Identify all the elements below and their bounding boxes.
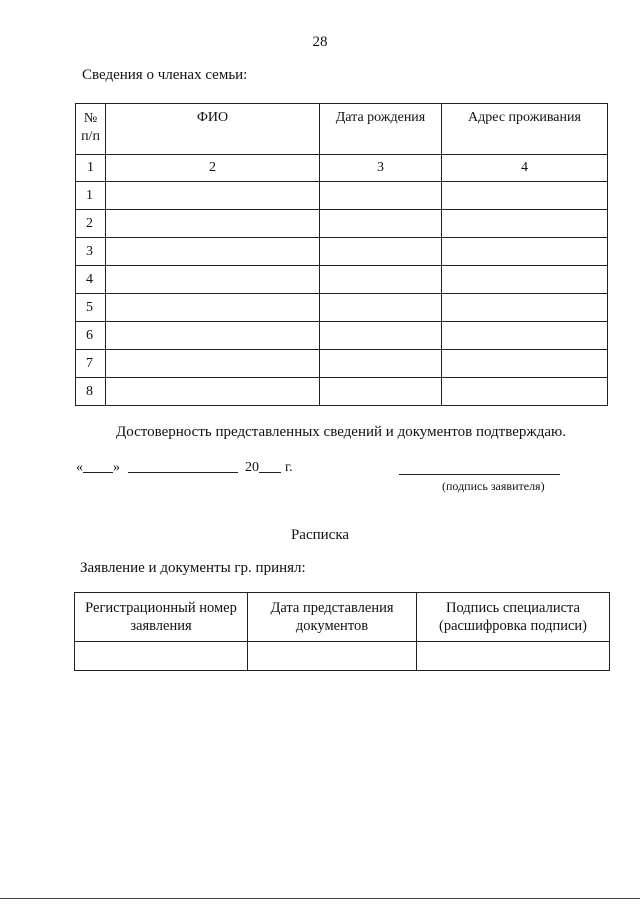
row-index: 5 [76, 294, 106, 322]
full-name-cell[interactable] [106, 182, 320, 210]
header-address: Адрес проживания [442, 104, 608, 155]
row-index: 1 [76, 182, 106, 210]
row-index: 4 [76, 266, 106, 294]
column-number: 1 [76, 155, 106, 182]
header-submission-date: Дата представления документов [248, 593, 417, 642]
date-line [76, 458, 293, 476]
table-row [76, 266, 608, 294]
full-name-cell[interactable] [106, 294, 320, 322]
birth-date-cell[interactable] [320, 210, 442, 238]
table-row [76, 322, 608, 350]
header-birth-date: Дата рождения [320, 104, 442, 155]
table-row [75, 642, 610, 671]
full-name-cell[interactable] [106, 322, 320, 350]
address-cell[interactable] [442, 238, 608, 266]
table-row [76, 182, 608, 210]
row-index: 3 [76, 238, 106, 266]
birth-date-cell[interactable] [320, 322, 442, 350]
signature-caption: (подпись заявителя) [442, 479, 545, 493]
table-row [76, 238, 608, 266]
address-cell[interactable] [442, 294, 608, 322]
section-title: Сведения о членах семьи: [82, 67, 248, 83]
header-full-name: ФИО [106, 104, 320, 155]
submission-date-cell[interactable] [248, 642, 417, 671]
address-cell[interactable] [442, 378, 608, 406]
birth-date-cell[interactable] [320, 378, 442, 406]
specialist-signature-cell[interactable] [417, 642, 610, 671]
full-name-cell[interactable] [106, 266, 320, 294]
birth-date-cell[interactable] [320, 294, 442, 322]
header-specialist-signature: Подпись специалиста (расшифровка подписи) [417, 593, 610, 642]
address-cell[interactable] [442, 322, 608, 350]
receipt-title: Расписка [290, 527, 350, 543]
confirmation-statement: Достоверность представленных сведений и документов подтверждаю. [116, 424, 566, 440]
row-index: 6 [76, 322, 106, 350]
table-row [76, 378, 608, 406]
table-row [76, 350, 608, 378]
birth-date-cell[interactable] [320, 350, 442, 378]
column-number: 4 [442, 155, 608, 182]
birth-date-cell[interactable] [320, 266, 442, 294]
birth-date-cell[interactable] [320, 238, 442, 266]
row-index: 2 [76, 210, 106, 238]
address-cell[interactable] [442, 182, 608, 210]
address-cell[interactable] [442, 266, 608, 294]
year-prefix: 20 [245, 460, 259, 475]
table-row [76, 210, 608, 238]
signature-line[interactable] [399, 474, 560, 475]
close-quote: » [113, 460, 120, 475]
year-blank[interactable] [259, 458, 281, 473]
receipt-table [74, 592, 610, 671]
full-name-cell[interactable] [106, 350, 320, 378]
column-number: 3 [320, 155, 442, 182]
accepted-statement: Заявление и документы гр. принял: [80, 560, 306, 576]
column-number: 2 [106, 155, 320, 182]
day-blank[interactable] [83, 458, 113, 473]
header-number: № п/п [76, 104, 106, 155]
full-name-cell[interactable] [106, 378, 320, 406]
row-index: 8 [76, 378, 106, 406]
address-cell[interactable] [442, 210, 608, 238]
full-name-cell[interactable] [106, 238, 320, 266]
birth-date-cell[interactable] [320, 182, 442, 210]
registration-number-cell[interactable] [75, 642, 248, 671]
table-row [76, 294, 608, 322]
open-quote: « [76, 460, 83, 475]
header-registration-number: Регистрационный номер заявления [75, 593, 248, 642]
page-number: 28 [312, 34, 328, 50]
row-index: 7 [76, 350, 106, 378]
address-cell[interactable] [442, 350, 608, 378]
year-suffix: г. [285, 460, 293, 475]
month-blank[interactable] [128, 458, 238, 473]
page-bottom-edge [0, 898, 640, 899]
column-number-row [76, 155, 608, 182]
receipt-header-row [75, 593, 610, 642]
table-header-row [76, 104, 608, 155]
family-members-table [75, 103, 608, 406]
full-name-cell[interactable] [106, 210, 320, 238]
